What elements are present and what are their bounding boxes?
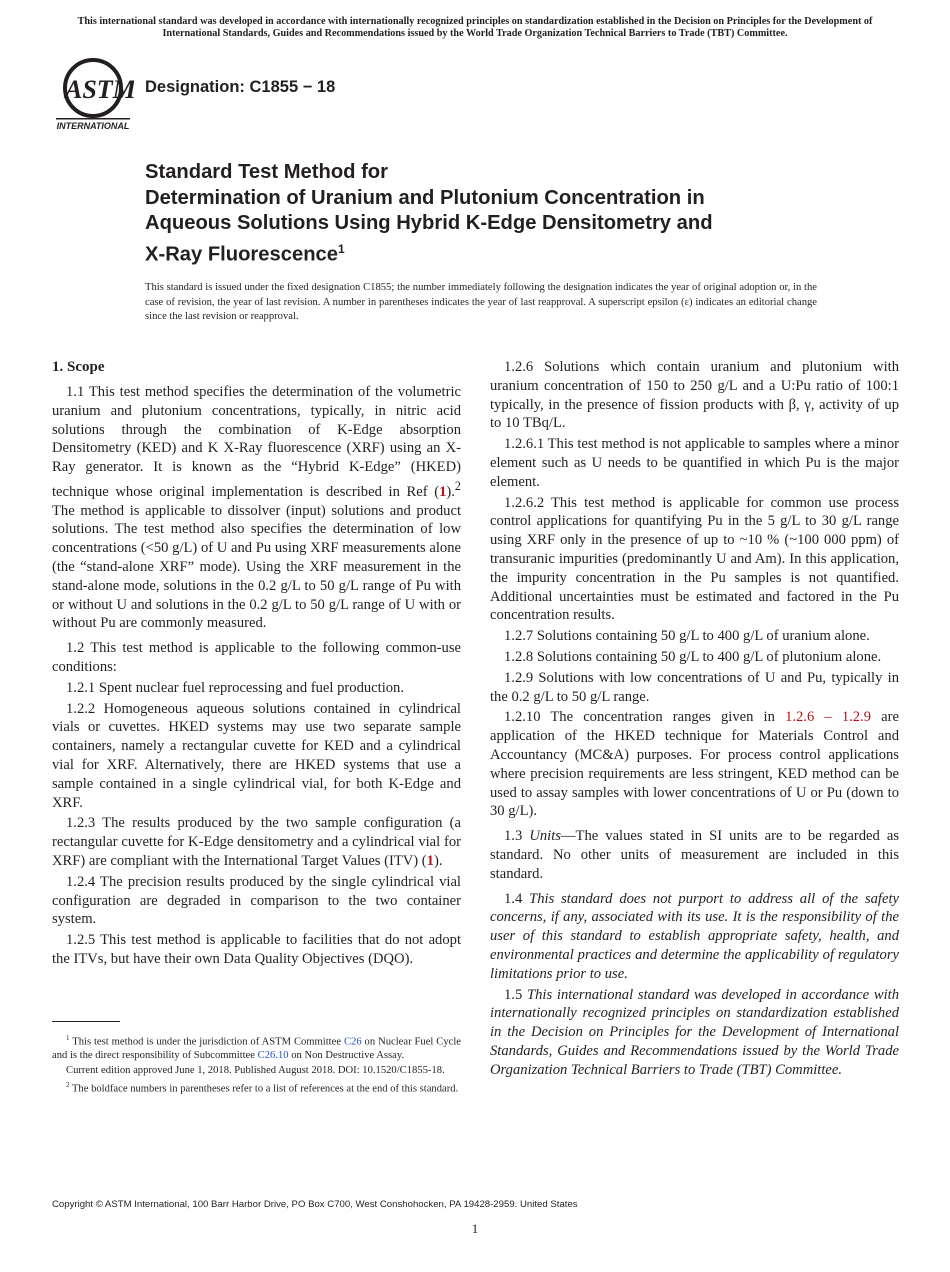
paragraph-1-2-2: 1.2.2 Homogeneous aqueous solutions contained in cylindrical vials or cuvettes. HKED systems may use two separate sample containers, namely a rectangular cuvette for KED and a cylindrical vial for XRF. Alternatively, there are HKED systems that use a sample contained in a single cylindrical vial, for both K-Edge and XRF. <box>52 700 461 811</box>
title-line-3: Aqueous Solutions Using Hybrid K-Edge Densitometry and <box>145 212 713 234</box>
paragraph-1-2-5: 1.2.5 This test method is applicable to facilities that do not adopt the ITVs, but have their own Data Quality Objectives (DQO). <box>52 932 461 967</box>
paragraph-1-2-1: 1.2.1 Spent nuclear fuel reprocessing and fuel production. <box>66 679 404 696</box>
page-number: 1 <box>471 1221 479 1236</box>
designation: Designation: C1855 − 18 <box>145 78 336 96</box>
reference-link[interactable]: 1 <box>426 852 434 869</box>
paragraph-1-5: 1.5 This international standard was developed in accordance with internationally recognized principles on standardization established in the Decision on Principles for the Development of International Standards, Guides and Recommendations issued by the World Trade Organization Technical Barriers to Trade (TBT) Committee. <box>490 986 900 1078</box>
paragraph-1-2-6-1: 1.2.6.1 This test method is not applicable to samples where a minor element such as U needs to be quantified in which Pu is the major element. <box>490 436 899 490</box>
title-line-4: X-Ray Fluorescence <box>145 243 338 266</box>
paragraph-1-2-10: 1.2.10 The concentration ranges given in 1.2.6 – 1.2.9 are application of the HKED technique for Materials Control and Accountancy (MC&A) purposes. For process control applications where precision requirements are less stringent, KED method can be used to assay samples with lower concentrations of U or Pu (down to 30 g/L). <box>490 709 899 820</box>
paragraph-1-1: 1.1 This test method specifies the determination of the volumetric uranium and plutonium concentrations, typically, in nitric acid solutions through the combination of K-Edge absorption Densitometry (KED) and K X-Ray fluorescence (XRF) using an X-Ray generator. It is known as the “Hybrid K-Edge” (HKED) technique whose original implementation is described in Ref (1).$^2$ The method is applicable to dissolver (input) solutions and product solutions. The test method also specifies the determination of low concentrations (<50 g/L) of U and Pu using XRF measurements alone (the “stand-alone XRF” mode). Using the XRF measurement in the stand-alone mode, solutions in the 0.2 g/L to 50 g/L range of Pu with or without U and solutions in the 0.2 g/L to 50 g/L range of U with or without Pu are commonly measured. <box>52 384 461 632</box>
paragraph-1-2-6-2: 1.2.6.2 This test method is applicable for common use process control applications for quantifying Pu in the 5 g/L to 30 g/L range using XRF only in the presence of up to ~10 % (~100 000 ppm) of transuranic impurities (predominantly U and Am). In this application, the impurity concentration in the Pu samples is not quantified. Additional uncertainties must be estimated and factored in the Pu concentration results. <box>490 494 899 624</box>
edition-note: Current edition approved June 1, 2018. Published August 2018. DOI: 10.1520/C1855-18. <box>66 1065 445 1077</box>
document-title <box>145 160 845 268</box>
left-column <box>52 357 461 971</box>
right-column <box>490 358 899 1081</box>
paragraph-1-2-9: 1.2.9 Solutions with low concentrations of U and Pu, typically in the 0.2 g/L to 50 g/L range. <box>490 669 899 705</box>
astm-logo <box>52 56 134 132</box>
copyright: Copyright © ASTM International, 100 Barr Harbor Drive, PO Box C700, West Conshohocken, PA 19428-2959. United States <box>52 1199 578 1210</box>
subcommittee-link[interactable]: C26.10 <box>257 1049 289 1061</box>
title-footnote-mark: 1 <box>337 241 345 256</box>
section-heading-scope: 1. Scope <box>52 359 105 375</box>
paragraph-1-2-6: 1.2.6 Solutions which contain uranium and plutonium with uranium concentration of 150 to 250 g/L and a U:Pu ratio of 100:1 typically, in the presence of fission products with β, γ, activity of up to 10 TBq/L. <box>490 359 899 432</box>
reference-link[interactable]: 1 <box>439 483 447 500</box>
footnote-mark: 2 <box>454 478 461 493</box>
paragraph-1-2-3: 1.2.3 The results produced by the two sample configuration (a rectangular cuvette for K-Edge densitometry and a cylindrical vial for XRF) are compliant with the International Target Values (ITV) (1). <box>52 815 461 869</box>
committee-link[interactable]: C26 <box>343 1036 362 1048</box>
paragraph-1-2-8: 1.2.8 Solutions containing 50 g/L to 400 g/L of plutonium alone. <box>504 648 882 665</box>
paragraph-1-4: 1.4 This standard does not purport to address all of the safety concerns, if any, associated with its use. It is the responsibility of the user of this standard to establish appropriate safety, health, and environmental practices and determine the applicability of regulatory limitations prior to use. <box>490 890 899 982</box>
paragraph-1-2-7: 1.2.7 Solutions containing 50 g/L to 400 g/L of uranium alone. <box>504 628 870 645</box>
paragraph-1-3: 1.3 Units—The values stated in SI units are to be regarded as standard. No other units of measurement are included in this standard. <box>490 828 899 882</box>
section-range-link[interactable]: 1.2.6 – 1.2.9 <box>785 709 872 726</box>
issued-note: This standard is issued under the fixed designation C1855; the number immediately following the designation indicates the year of original adoption or, in the case of revision, the year of last revision. A number in parentheses indicates the year of last reapproval. A superscript epsilon (ε) indicates an editorial change since the last revision or reapproval. <box>145 282 817 322</box>
logo-word: ASTM <box>65 75 134 104</box>
footnote-2: $^2$ The boldface numbers in parentheses refer to a list of references at the end of this standard. <box>66 1081 459 1095</box>
footnotes <box>52 1032 461 1098</box>
footnote-divider <box>52 1021 120 1022</box>
title-line-1: Standard Test Method for <box>145 161 388 183</box>
logo-caption: INTERNATIONAL <box>56 121 130 131</box>
top-note: This international standard was developed in accordance with internationally recognized principles on standardization established in the Decision on Principles for the Development of International Standards, Guides and Recommendations issued by the World Trade Organization Technical Barriers to Trade (TBT) Committee. <box>77 16 873 39</box>
astm-logo-icon <box>52 56 134 132</box>
paragraph-1-2-4: 1.2.4 The precision results produced by the single cylindrical vial configuration are degraded in comparison to the two container system. <box>52 873 461 928</box>
title-line-2: Determination of Uranium and Plutonium Concentration in <box>145 186 705 209</box>
paragraph-1-2: 1.2 This test method is applicable to the following common-use conditions: <box>52 640 461 676</box>
footnote-1: $^1$ This test method is under the jurisdiction of ASTM Committee C26 on Nuclear Fuel Cycle and is the direct responsibility of Subcommittee C26.10 on Non Destructive Assay. <box>52 1034 461 1061</box>
